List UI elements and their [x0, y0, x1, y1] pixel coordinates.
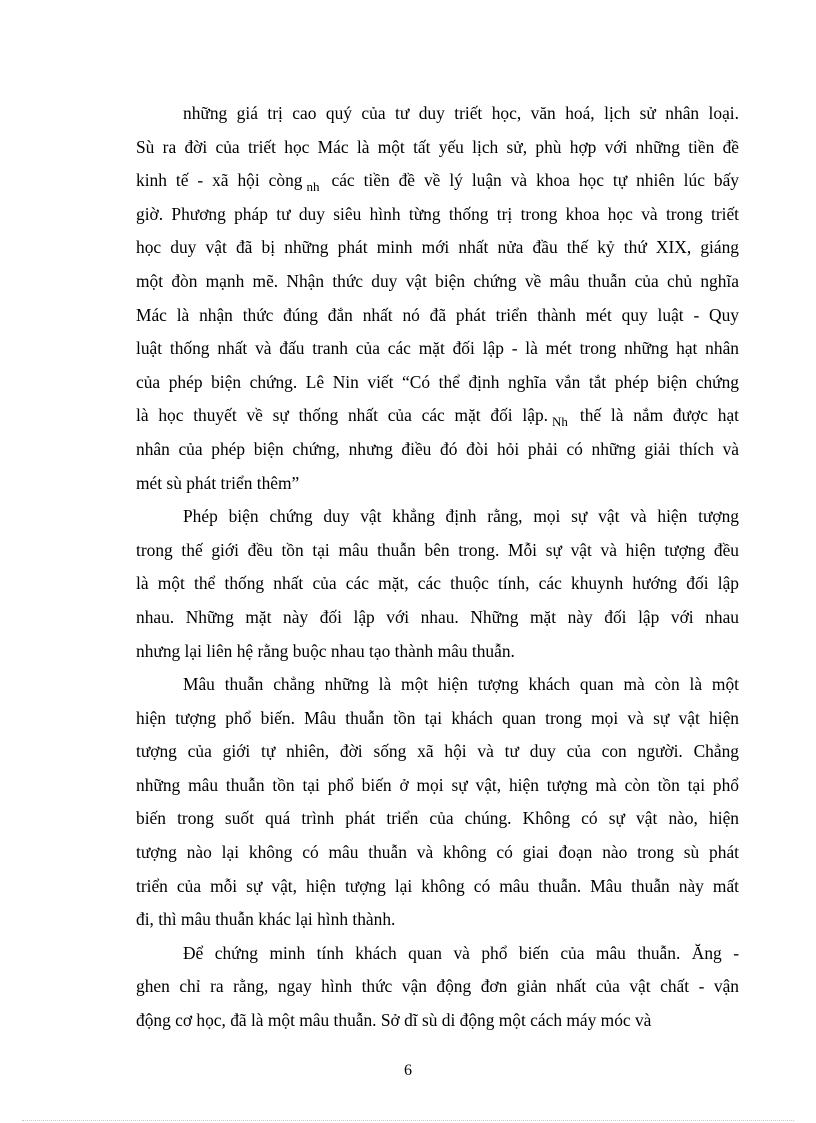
text-line — [136, 399, 739, 433]
text-line — [136, 164, 739, 198]
text-line: biến trong suốt quá trình phát triển của chúng. Không có sự vật nào, hiện — [136, 808, 739, 829]
text-line: giờ. Phương pháp tư duy siêu hình từng thống trị trong khoa học và trong triết — [136, 203, 739, 224]
text-line: Phép biện chứng duy vật khẳng định rằng, mọi sự vật và hiện tượng — [183, 506, 739, 527]
text-line: đi, thì mâu thuẫn khác lại hình thành. — [136, 909, 396, 930]
text-line: mét sù phát triển thêm” — [136, 472, 300, 493]
text-line: Mác là nhận thức đúng đắn nhất nó đã phát triển thành mét quy luật - Quy — [136, 304, 739, 325]
text-line: Mâu thuẫn chẳng những là một hiện tượng khách quan mà còn là một — [183, 674, 739, 695]
text-line: những giá trị cao quý của tư duy triết học, văn hoá, lịch sử nhân loại. — [183, 103, 739, 123]
text-line: ghen chỉ ra rằng, ngay hình thức vận động đơn giản nhất của vật chất - vận — [136, 976, 739, 997]
text-fragment: là học thuyết về sự thống nhất của các mặt đối lập. — [136, 405, 548, 426]
text-line: những mâu thuẫn tồn tại phổ biến ở mọi sự vật, hiện tượng mà còn tồn tại phổ — [136, 774, 739, 795]
text-line: hiện tượng phổ biến. Mâu thuẫn tồn tại khách quan trong mọi và sự vật hiện — [136, 707, 739, 728]
text-line: một đòn mạnh mẽ. Nhận thức duy vật biện chứng về mâu thuẫn của chủ nghĩa — [136, 270, 739, 291]
text-line: nhân của phép biện chứng, nhưng điều đó đòi hỏi phải có những giải thích và — [136, 438, 739, 459]
text-line: là một thể thống nhất của các mặt, các thuộc tính, các khuynh hướng đối lập — [136, 573, 739, 594]
text-line: luật thống nhất và đấu tranh của các mặt đối lập - là mét trong những hạt nhân — [136, 338, 739, 359]
text-line: của phép biện chứng. Lê Nin viết “Có thể định nghĩa vắn tắt phép biện chứng — [136, 371, 739, 392]
text-fragment: các tiền đề về lý luận và khoa học tự nhiên lúc bấy — [331, 170, 739, 191]
text-line: tượng của giới tự nhiên, đời sống xã hội và tư duy của con người. Chẳng — [136, 741, 739, 762]
text-line: Sù ra đời của triết học Mác là một tất yếu lịch sử, phù hợp với những tiền đề — [136, 136, 739, 157]
subscript-fragment: Nh — [551, 414, 568, 430]
page-number: 6 — [404, 1062, 412, 1079]
text-line: trong thế giới đều tồn tại mâu thuẫn bên trong. Mỗi sự vật và hiện tượng đều — [136, 539, 739, 560]
page-bottom-divider — [22, 1120, 794, 1121]
text-line: nhau. Những mặt này đối lập với nhau. Những mặt này đối lập với nhau — [136, 606, 739, 627]
text-line: triển của mỗi sự vật, hiện tượng lại không có mâu thuẫn. Mâu thuẫn này mất — [136, 875, 739, 896]
text-line: Để chứng minh tính khách quan và phổ biến của mâu thuẫn. Ăng - — [183, 942, 739, 963]
text-fragment: kinh tế - xã hội còng — [136, 170, 303, 191]
text-line: tượng nào lại không có mâu thuẫn và không có giai đoạn nào trong sù phát — [136, 842, 739, 863]
text-line: động cơ học, đã là một mâu thuẫn. Sở dĩ sù di động một cách máy móc và — [136, 1010, 652, 1031]
body-text — [136, 97, 739, 1038]
subscript-fragment: nh — [306, 179, 320, 195]
text-line: nhưng lại liên hệ rằng buộc nhau tạo thành mâu thuẫn. — [136, 640, 515, 661]
text-fragment: thế là nắm được hạt — [579, 405, 739, 426]
text-line: học duy vật đã bị những phát minh mới nhất nửa đầu thế kỷ thứ XIX, giáng — [136, 237, 739, 258]
